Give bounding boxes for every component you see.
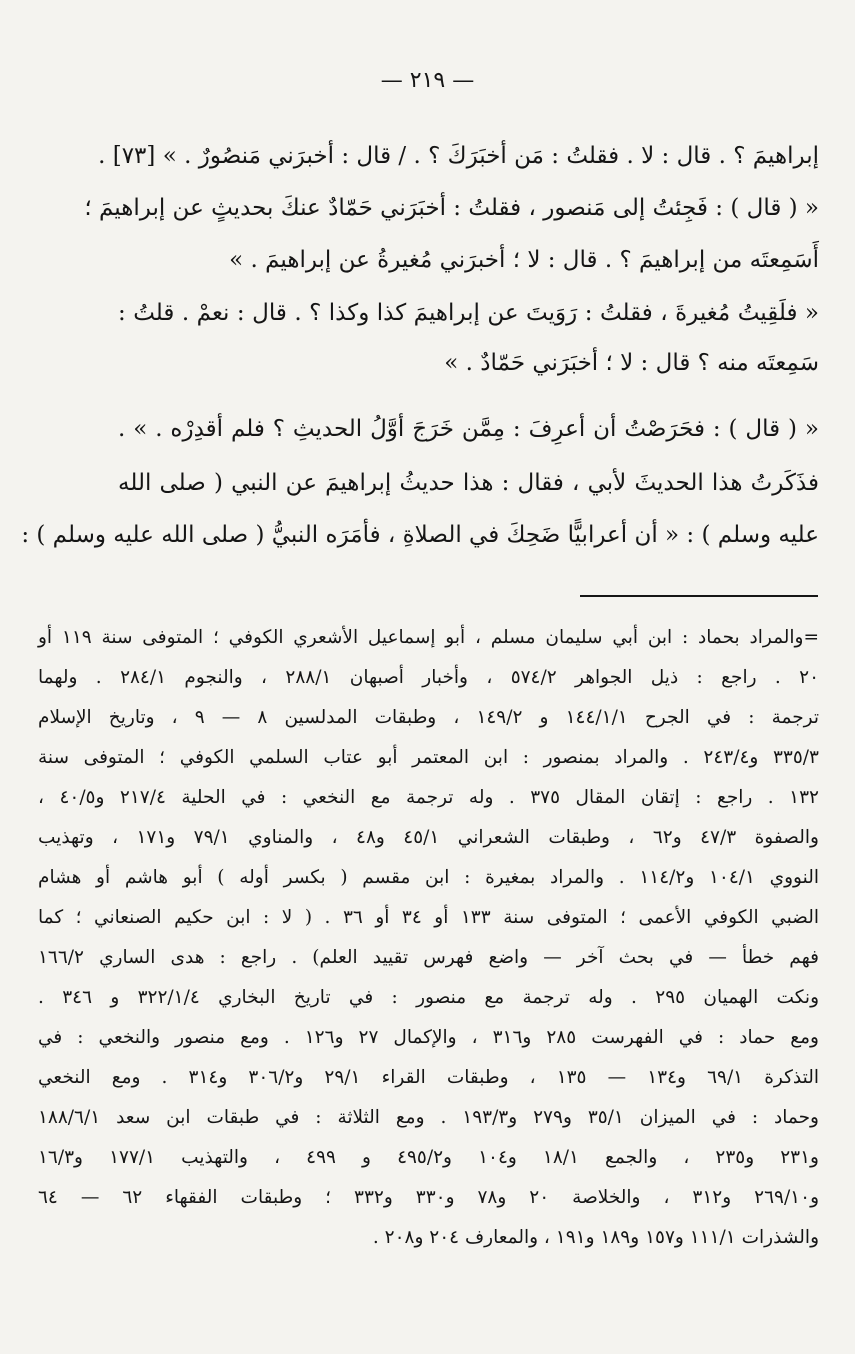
footnote-line: فهم خطأ — في بحث آخر — واضع فهرس تقييد العلم) . راجع : هدى الساري ١٦٦/٢ bbox=[38, 947, 819, 968]
main-text-line: سَمِعتَه منه ؟ قال : لا ؛ أخبَرَني حَمّادٌ . » bbox=[444, 350, 819, 376]
footnote-separator bbox=[580, 595, 818, 597]
footnote-line: والشذرات ١١١/١ و١٥٧ و١٨٩ و١٩١ ، والمعارف ٢٠٤ و٢٠٨ . bbox=[372, 1227, 819, 1248]
footnote-line: و٢٣١ و٢٣٥ ، والجمع ١٨/١ و١٠٤ و٤٩٥/٢ و ٤٩٩ ، والتهذيب ١٧٧/١ و١٦/٣ bbox=[38, 1147, 819, 1168]
main-text-line: « ( قال ) : فحَرَصْتُ أن أعرِفَ : مِمَّن خَرَجَ أوَّلُ الحديثِ ؟ فلم أقدِرْه . » . bbox=[118, 416, 819, 442]
footnote-line: ٢٠ . راجع : ذيل الجواهر ٥٧٤/٢ ، وأخبار أصبهان ٢٨٨/١ ، والنجوم ٢٨٤/١ . ولهما bbox=[38, 667, 820, 688]
footnote-line: ترجمة : في الجرح ١٤٤/١/١ و ١٤٩/٢ ، وطبقات المدلسين ٨ — ٩ ، وتاريخ الإسلام bbox=[38, 707, 819, 728]
main-text-line: إبراهيمَ ؟ . قال : لا . فقلتُ : مَن أخبَرَكَ ؟ . / قال : أخبرَني مَنصُورٌ . » [٧٣] . bbox=[98, 143, 819, 169]
footnote-line: وحماد : في الميزان ٣٥/١ و٢٧٩ و١٩٣/٣ . ومع الثلاثة : في طبقات ابن سعد ١٨٨/٦/١ bbox=[38, 1107, 819, 1128]
footnote-line: ١٣٢ . راجع : إتقان المقال ٣٧٥ . وله ترجمة مع النخعي : في الحلية ٢١٧/٤ و٤٠/٥ ، bbox=[38, 787, 819, 808]
main-text-line: « فلَقِيتُ مُغيرةَ ، فقلتُ : رَوَيتَ عن إبراهيمَ كذا وكذا ؟ . قال : نعمْ . قلتُ : bbox=[118, 300, 819, 326]
footnote-line: و٢٦٩/١٠ و٣١٢ ، والخلاصة ٢٠ و٧٨ و٣٣٠ و٣٣٢ ؛ وطبقات الفقهاء ٦٢ — ٦٤ bbox=[38, 1187, 819, 1208]
footnote-line: ومع حماد : في الفهرست ٢٨٥ و٣١٦ ، والإكمال ٢٧ و١٢٦ . ومع منصور والنخعي : في bbox=[38, 1027, 819, 1048]
footnote-line: ونكت الهميان ٢٩٥ . وله ترجمة مع منصور : في تاريخ البخاري ٣٢٢/١/٤ و ٣٤٦ . bbox=[38, 987, 820, 1008]
footnote-line: النووي ١٠٤/١ و١١٤/٢ . والمراد بمغيرة : ابن مقسم ( بكسر أوله ) أبو هاشم أو هشام bbox=[38, 867, 819, 888]
page-number: — ٢١٩ — bbox=[380, 68, 475, 93]
footnote-line: التذكرة ٦٩/١ و١٣٤ — ١٣٥ ، وطبقات القراء ٢٩/١ و٣٠٦/٢ و٣١٤ . ومع النخعي bbox=[38, 1067, 820, 1088]
footnote-line: =والمراد بحماد : ابن أبي سليمان مسلم ، أبو إسماعيل الأشعري الكوفي ؛ المتوفى سنة ١١٩ أو bbox=[38, 627, 819, 648]
main-text-line: عليه وسلم ) : « أن أعرابيًّا ضَحِكَ في الصلاةِ ، فأمَرَه النبيُّ ( صلى الله عليه وسلم ) : bbox=[21, 522, 819, 548]
main-text-line: « ( قال ) : فَجِئتُ إلى مَنصور ، فقلتُ : أخبَرَني حَمّادٌ عنكَ بحديثٍ عن إبراهيمَ ؛ bbox=[84, 195, 819, 221]
footnote-line: ٣٣٥/٣ و٢٤٣/٤ . والمراد بمنصور : ابن المعتمر أبو عتاب السلمي الكوفي ؛ المتوفى سنة bbox=[38, 747, 819, 768]
footnote-line: الضبي الكوفي الأعمى ؛ المتوفى سنة ١٣٣ أو ٣٤ أو ٣٦ . ( لا : ابن حكيم الصنعاني ؛ كما bbox=[38, 907, 819, 928]
main-text-line: أَسَمِعتَه من إبراهيمَ ؟ . قال : لا ؛ أخبرَني مُغيرةُ عن إبراهيمَ . » bbox=[229, 247, 819, 273]
footnote-line: والصفوة ٤٧/٣ و٦٢ ، وطبقات الشعراني ٤٥/١ و٤٨ ، والمناوي ٧٩/١ و١٧١ ، وتهذيب bbox=[38, 827, 819, 848]
main-text-line: فذَكَرتُ هذا الحديثَ لأبي ، فقال : هذا حديثُ إبراهيمَ عن النبي ( صلى الله bbox=[118, 470, 819, 496]
